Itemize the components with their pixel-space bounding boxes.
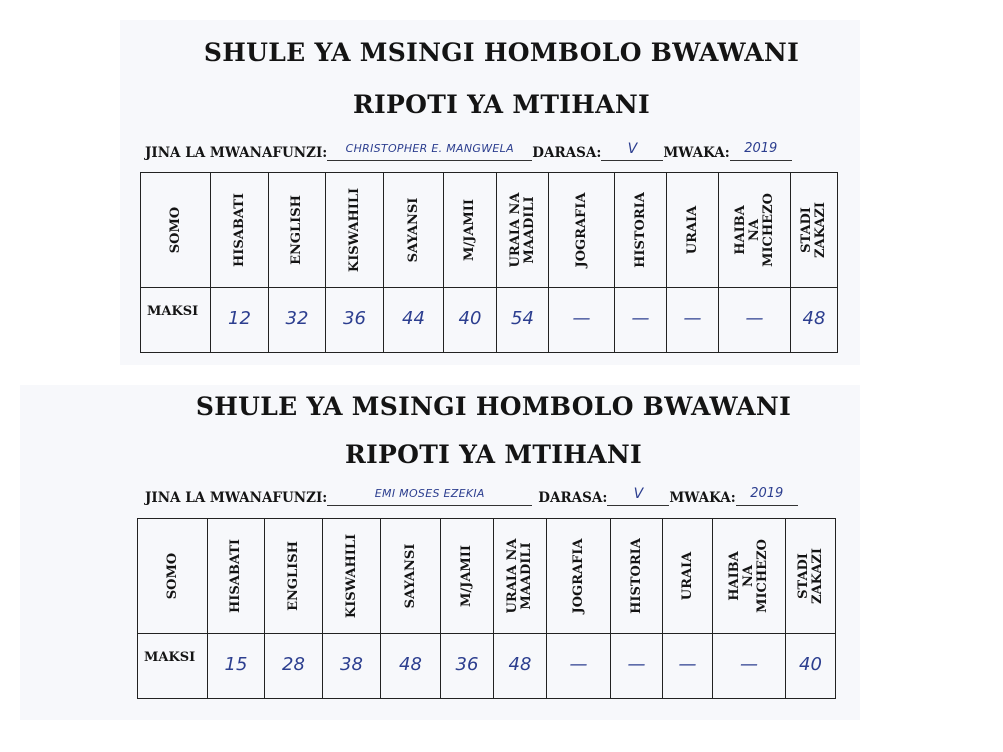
marks-label-cell (141, 288, 211, 353)
mark-value: — (740, 654, 758, 675)
subject-name: ENGLISH (289, 195, 304, 265)
mark-cell (384, 288, 444, 353)
year-label: MWAKA: (663, 145, 730, 161)
subject-name: HISABATI (231, 193, 247, 267)
subject-name: HAIBA NA MICHEZO (732, 193, 776, 267)
mark-value: 15 (224, 654, 248, 675)
class-value: V (601, 140, 663, 161)
subject-header-cell (141, 173, 211, 288)
mark-cell (786, 634, 836, 699)
mark-cell (211, 288, 269, 353)
mark-value: 48 (508, 654, 532, 675)
student-name-value: CHRISTOPHER E. MANGWELA (327, 140, 532, 161)
school-name: SHULE YA MSINGI HOMBOLO BWAWANI (195, 392, 792, 421)
subject-name: URAIA NA MAADILI (505, 538, 534, 614)
subject-name: KISWAHILI (346, 187, 362, 273)
mark-value: — (631, 308, 650, 329)
mark-cell (497, 288, 549, 353)
subject-name: HISTORIA (632, 192, 648, 268)
marks-row (141, 288, 838, 353)
student-info-line (145, 485, 845, 507)
subject-name: URAIA NA MAADILI (507, 192, 537, 268)
mark-cell (494, 634, 547, 699)
subject-header-cell (667, 173, 719, 288)
subject-name: ENGLISH (285, 541, 301, 611)
mark-cell (547, 634, 611, 699)
mark-cell (326, 288, 384, 353)
subject-header-cell (549, 173, 615, 288)
subject-header-cell (265, 519, 323, 634)
subject-header-row (141, 173, 838, 288)
subject-header-cell (269, 173, 326, 288)
mark-value: 32 (285, 308, 309, 329)
mark-value: — (683, 308, 702, 329)
mark-value: 28 (282, 654, 305, 675)
mark-value: — (678, 654, 697, 675)
mark-cell (791, 288, 838, 353)
year-value: 2019 (730, 140, 792, 161)
mark-cell (444, 288, 497, 353)
subject-header-cell (494, 519, 547, 634)
mark-value: 48 (399, 654, 422, 675)
subject-header-cell (138, 519, 208, 634)
mark-cell (719, 288, 791, 353)
mark-value: 48 (802, 308, 826, 329)
mark-cell (323, 634, 381, 699)
subject-name: SAYANSI (405, 197, 421, 263)
mark-value: 40 (799, 654, 822, 675)
mark-value: 54 (511, 308, 534, 329)
mark-value: 36 (455, 654, 479, 675)
subject-header-cell (713, 519, 786, 634)
report-title: RIPOTI YA MTIHANI (352, 90, 651, 119)
mark-cell (549, 288, 615, 353)
subject-header-cell (208, 519, 265, 634)
mark-value: 36 (343, 308, 366, 329)
mark-value: 40 (458, 308, 482, 329)
year-label: MWAKA: (669, 490, 736, 506)
report-title: RIPOTI YA MTIHANI (344, 440, 643, 469)
mark-value: 44 (402, 308, 425, 329)
subject-name: M/JAMII (459, 545, 474, 607)
subject-header-cell (615, 173, 667, 288)
subject-header-cell (323, 519, 381, 634)
student-name-label: JINA LA MWANAFUNZI: (145, 490, 328, 506)
class-label: DARASA: (538, 490, 608, 506)
subject-name: STADI ZAKAZI (795, 547, 825, 605)
subject-name: URAIA (684, 205, 700, 255)
mark-cell (381, 634, 441, 699)
mark-cell (611, 634, 663, 699)
subject-header-cell (611, 519, 663, 634)
subject-name: HAIBA NA MICHEZO (727, 539, 770, 613)
mark-cell (663, 634, 713, 699)
subject-header-cell (547, 519, 611, 634)
subject-name: M/JAMII (462, 199, 477, 261)
mark-value: — (745, 308, 764, 329)
mark-cell (441, 634, 494, 699)
subject-header-cell (719, 173, 791, 288)
class-label: DARASA: (532, 145, 602, 161)
subject-header-cell (786, 519, 836, 634)
subject-header-cell (791, 173, 838, 288)
subject-header-cell (326, 173, 384, 288)
mark-value: — (627, 654, 646, 675)
student-info-line (145, 140, 845, 162)
class-value: V (607, 485, 669, 506)
mark-cell (667, 288, 719, 353)
subject-header-cell (441, 519, 494, 634)
marks-label-cell (138, 634, 208, 699)
subject-header-cell (211, 173, 269, 288)
subject-name: URAIA (679, 551, 695, 601)
subject-header-cell (663, 519, 713, 634)
subject-header-cell (497, 173, 549, 288)
grades-table (140, 172, 838, 353)
mark-value: — (572, 308, 591, 329)
subject-name: HISABATI (228, 539, 243, 613)
grades-table (137, 518, 836, 699)
school-name: SHULE YA MSINGI HOMBOLO BWAWANI (203, 38, 800, 67)
subject-name: JOGRAFIA (570, 538, 586, 614)
subject-header-cell (381, 519, 441, 634)
mark-cell (269, 288, 326, 353)
subject-name: HISTORIA (628, 538, 644, 614)
subject-label: SOMO (167, 206, 183, 254)
student-name-label: JINA LA MWANAFUNZI: (145, 145, 328, 161)
mark-value: 12 (228, 308, 251, 329)
marks-row (138, 634, 836, 699)
subject-label: SOMO (164, 552, 180, 600)
subject-name: JOGRAFIA (573, 192, 589, 268)
subject-name: KISWAHILI (343, 533, 359, 619)
subject-header-cell (444, 173, 497, 288)
mark-cell (615, 288, 667, 353)
mark-cell (265, 634, 323, 699)
subject-header-cell (384, 173, 444, 288)
marks-label: MAKSI (144, 650, 196, 665)
subject-name: STADI ZAKAZI (799, 201, 828, 259)
mark-value: — (569, 654, 588, 675)
mark-value: 38 (340, 654, 363, 675)
subject-name: SAYANSI (402, 543, 418, 609)
marks-label: MAKSI (147, 304, 199, 319)
mark-cell (713, 634, 786, 699)
student-name-value: EMI MOSES EZEKIA (327, 485, 532, 506)
mark-cell (208, 634, 265, 699)
year-value: 2019 (736, 485, 798, 506)
subject-header-row (138, 519, 836, 634)
